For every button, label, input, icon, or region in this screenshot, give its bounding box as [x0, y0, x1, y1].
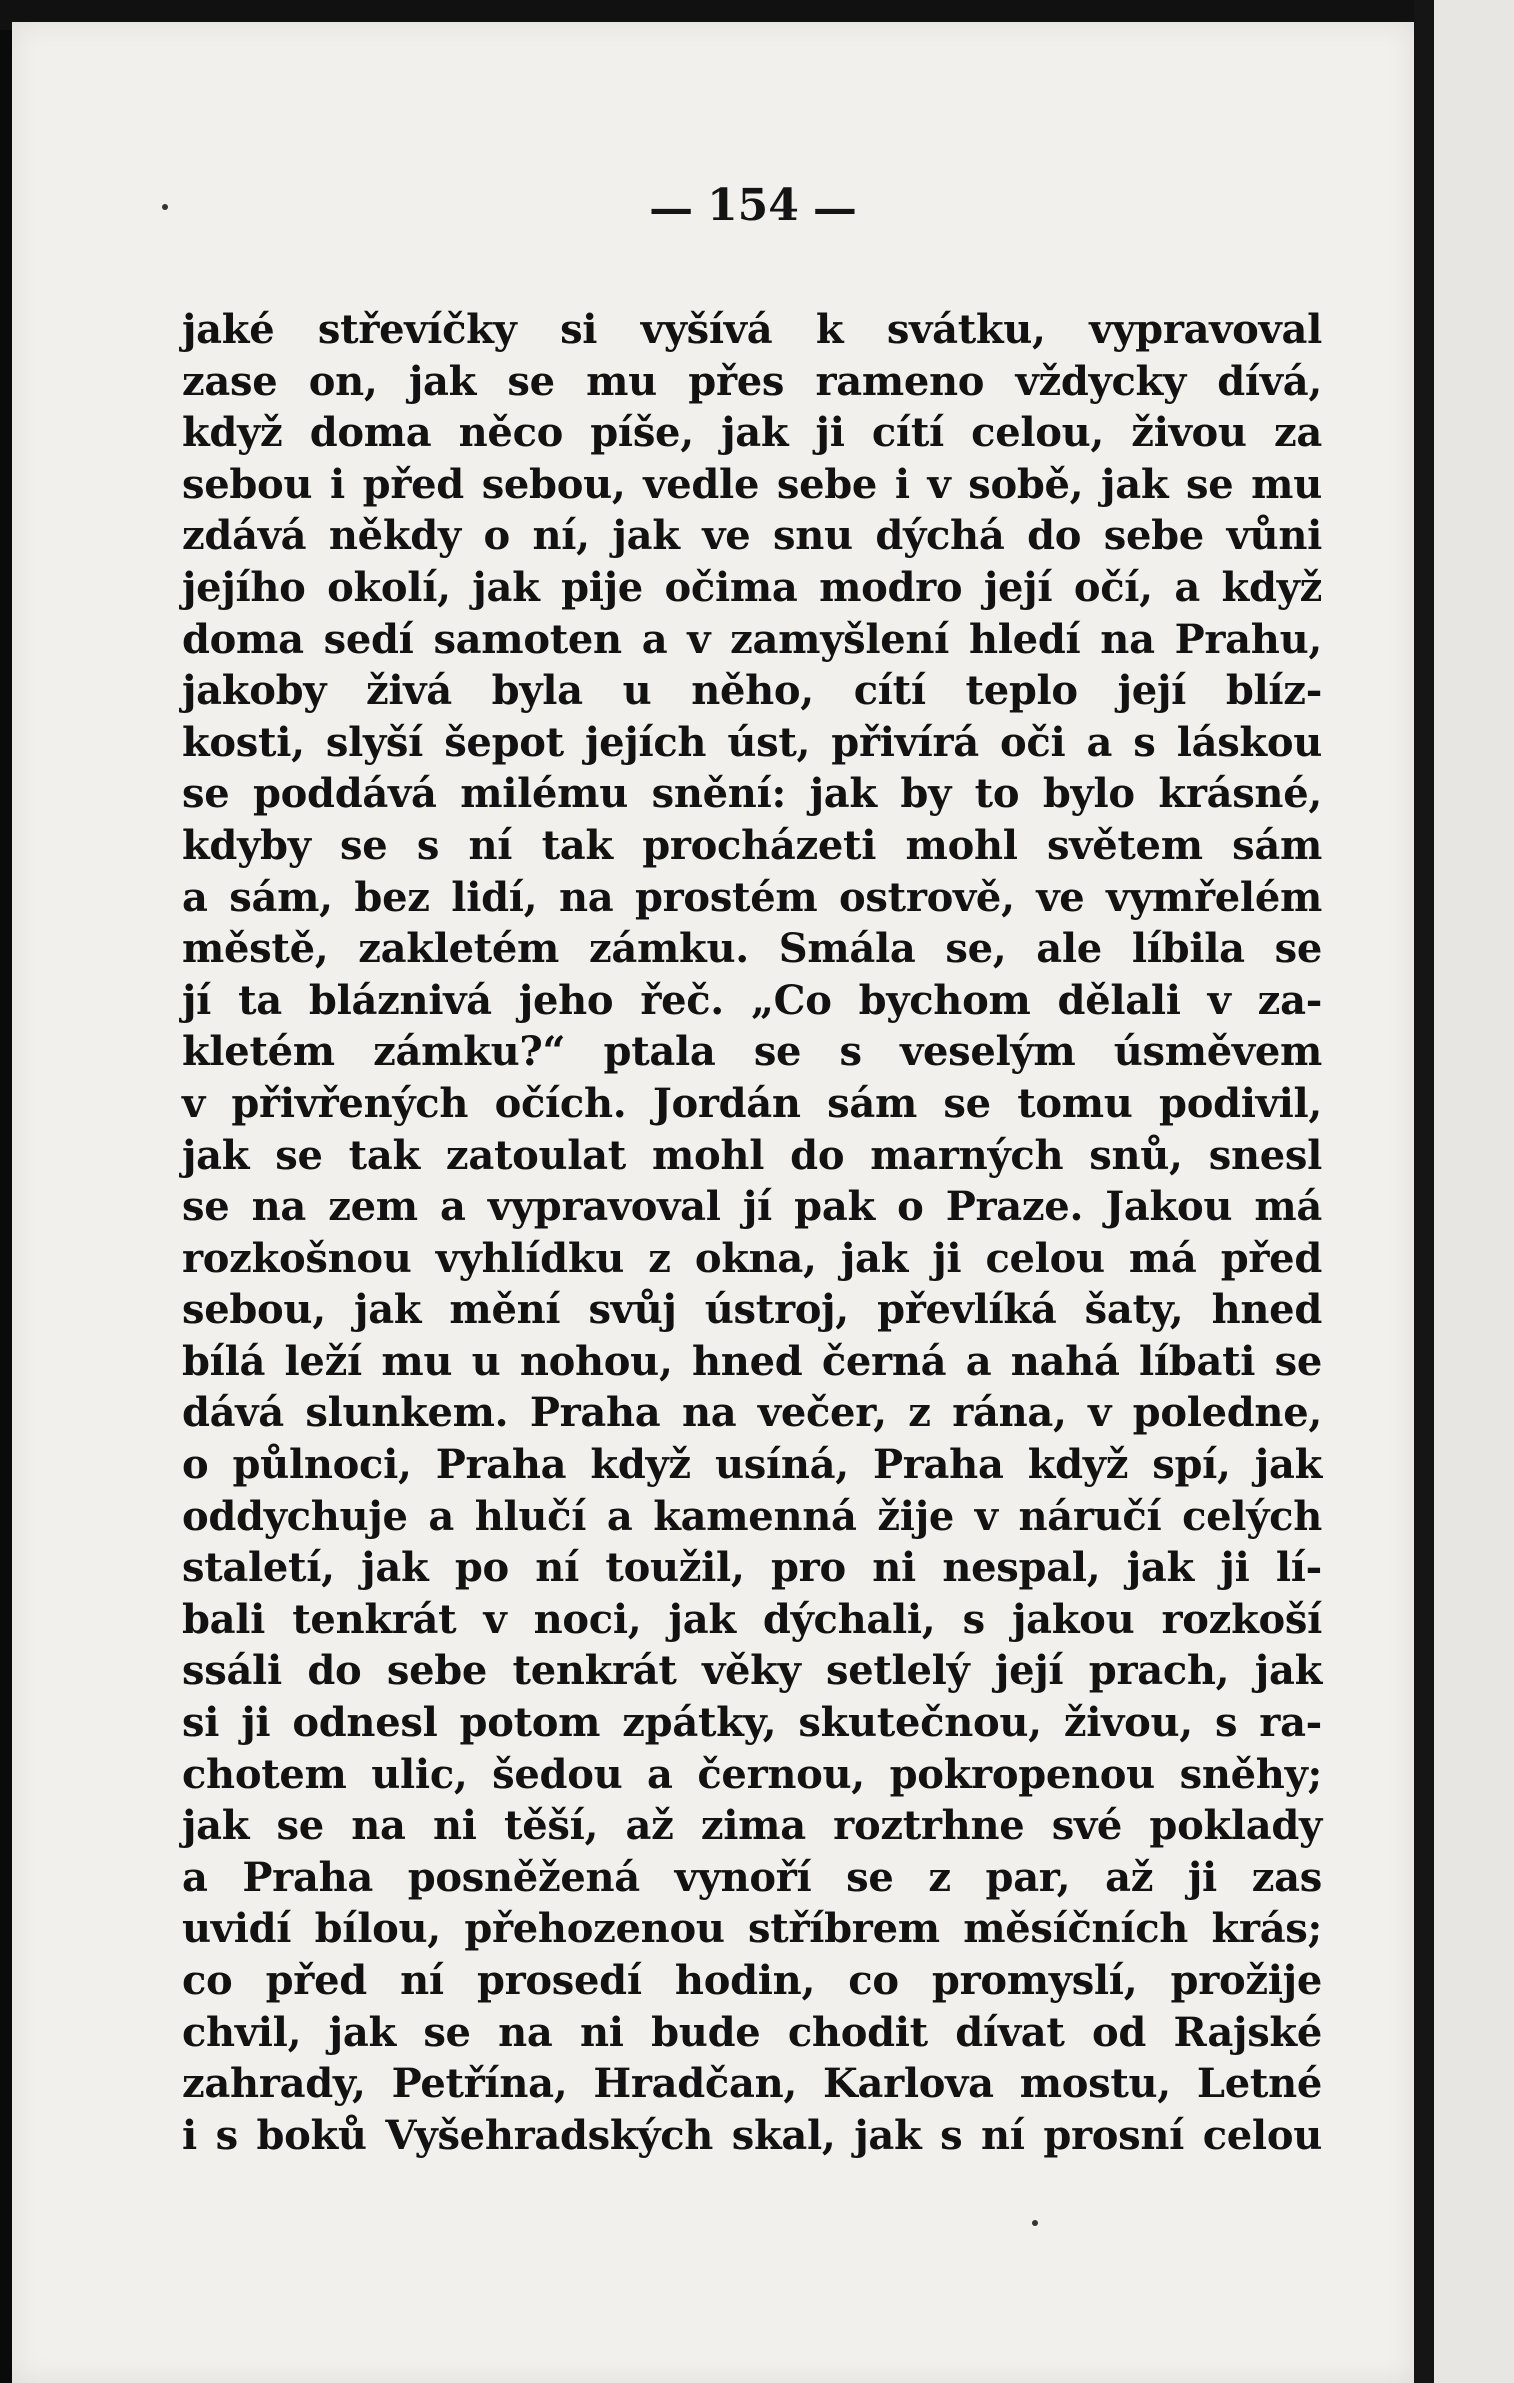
text-line: jakoby živá byla u něho, cítí teplo její blíz- — [182, 667, 1322, 715]
text-line: jejího okolí, jak pije očima modro její očí, a když — [182, 563, 1322, 611]
binding-gutter — [1414, 0, 1434, 2383]
text-line: chvil, jak se na ni bude chodit dívat od Rajské — [182, 2008, 1322, 2056]
text-line: jak se tak zatoulat mohl do marných snů, snesl — [182, 1131, 1322, 1179]
text-line: když doma něco píše, jak ji cítí celou, živou za — [182, 409, 1322, 457]
text-line: v přivřených očích. Jordán sám se tomu podivil, — [182, 1079, 1322, 1127]
page-number-dash-right: — — [812, 183, 857, 234]
speck-mark — [1032, 2220, 1038, 2226]
text-line: bali tenkrát v noci, jak dýchali, s jakou rozkoší — [182, 1595, 1322, 1643]
text-line: i s boků Vyšehradských skal, jak s ní prosní celou — [182, 2111, 1322, 2159]
text-line: zase on, jak se mu přes rameno vždycky dívá, — [182, 357, 1322, 405]
text-line: sebou i před sebou, vedle sebe i v sobě, jak se mu — [182, 460, 1322, 508]
text-line: sebou, jak mění svůj ústroj, převlíká šaty, hned — [182, 1286, 1322, 1334]
text-line: bílá leží mu u nohou, hned černá a nahá líbati se — [182, 1337, 1322, 1385]
book-page — [12, 22, 1414, 2383]
text-line: rozkošnou vyhlídku z okna, jak ji celou má před — [182, 1234, 1322, 1282]
text-line: o půlnoci, Praha když usíná, Praha když spí, jak — [182, 1441, 1322, 1489]
text-line: se na zem a vypravoval jí pak o Praze. Jakou má — [182, 1183, 1322, 1231]
page-number: 154 — [707, 180, 799, 231]
text-line: a sám, bez lidí, na prostém ostrově, ve vymřelém — [182, 873, 1322, 921]
text-line: chotem ulic, šedou a černou, pokropenou sněhy; — [182, 1750, 1322, 1798]
text-line: jaké střevíčky si vyšívá k svátku, vypravoval — [182, 306, 1322, 353]
text-line: co před ní prosedí hodin, co promyslí, prožije — [182, 1957, 1322, 2004]
text-line: zdává někdy o ní, jak ve snu dýchá do sebe vůni — [182, 512, 1322, 560]
text-line: kdyby se s ní tak procházeti mohl světem sám — [182, 821, 1322, 869]
text-line: kosti, slyší šepot jejích úst, přivírá oči a s láskou — [182, 718, 1322, 766]
text-line: uvidí bílou, přehozenou stříbrem měsíčních krás; — [182, 1905, 1322, 1953]
text-line: zahrady, Petřína, Hradčan, Karlova mostu, Letné — [182, 2060, 1322, 2108]
text-line: jak se na ni těší, až zima roztrhne své poklady — [182, 1802, 1322, 1850]
page-number-header — [52, 180, 1454, 234]
text-line: dává slunkem. Praha na večer, z rána, v poledne, — [182, 1389, 1322, 1437]
text-line: oddychuje a hlučí a kamenná žije v náručí celých — [182, 1492, 1322, 1540]
text-line: staletí, jak po ní toužil, pro ni nespal, jak ji lí- — [182, 1544, 1322, 1592]
text-line: ssáli do sebe tenkrát věky setlelý její prach, jak — [182, 1647, 1322, 1695]
body-text — [182, 304, 1322, 2161]
text-line: městě, zakletém zámku. Smála se, ale líbila se — [182, 925, 1322, 973]
speck-mark — [162, 204, 168, 210]
page-number-dash-left: — — [649, 183, 694, 234]
text-line: si ji odnesl potom zpátky, skutečnou, živou, s ra- — [182, 1699, 1322, 1747]
text-line: doma sedí samoten a v zamyšlení hledí na Prahu, — [182, 615, 1322, 663]
text-line: jí ta bláznivá jeho řeč. „Co bychom dělali v za- — [182, 976, 1322, 1024]
text-line: a Praha posněžená vynoří se z par, až ji zas — [182, 1853, 1322, 1901]
adjacent-page-edge — [1434, 0, 1514, 2383]
text-line: se poddává milému snění: jak by to bylo krásné, — [182, 770, 1322, 818]
text-line: kletém zámku?“ ptala se s veselým úsměvem — [182, 1028, 1322, 1076]
